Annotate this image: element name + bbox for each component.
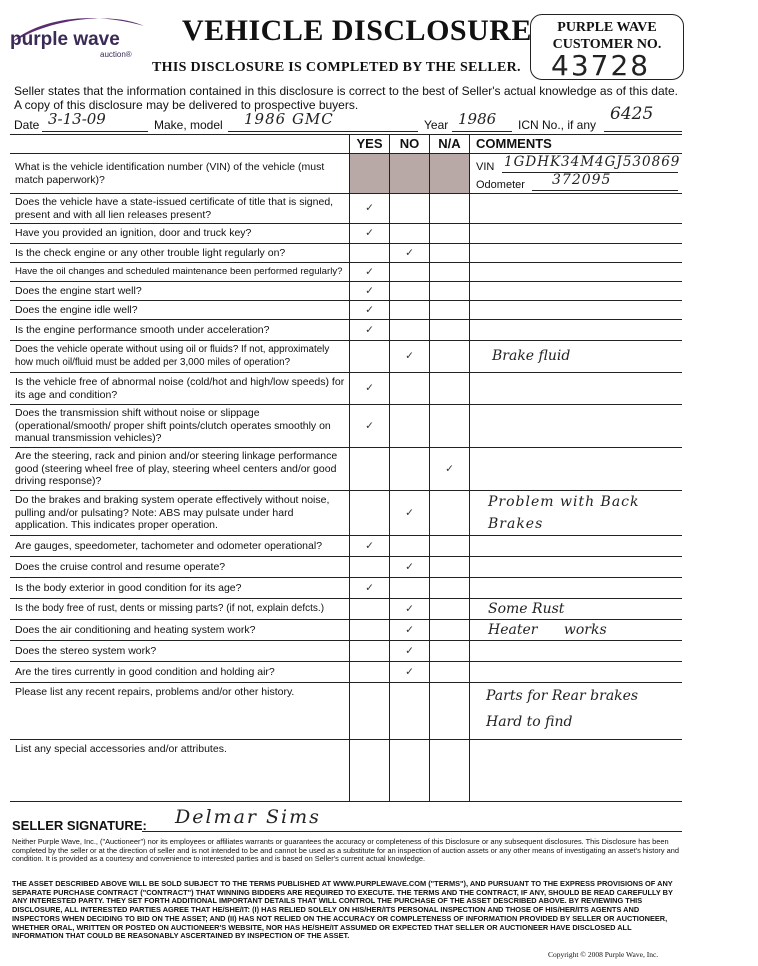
table-row (10, 244, 682, 263)
no-cell: ✓ (390, 341, 430, 373)
terms-text: THE ASSET DESCRIBED ABOVE WILL BE SOLD SUBJECT TO THE TERMS PUBLISHED AT WWW.PURPLEWAVE.COM ("TERMS"), AND PURSUANT TO THE EXPRESS PROVISIONS OF ANY SEPARATE PURCHASE CONTRACT ("CONTRACT") THAT WINNING BIDDERS ARE REQUIRED TO EXECUTE. THE TERMS AND THE CONTRACT, IF ANY, SHOULD BE READ CAREFULLY BY ANY INTERESTED PARTY. THEY SET FORTH ADDITIONAL IMPORTANT DETAILS THAT WILL CONTROL THE PURCHASE OF THE ASSET DESCRIBED ABOVE. BY REVIEWING THIS DISCLOSURE, ALL INTERESTED PARTIES AGREE THAT HE/SHE/IT: (I) HAS RELIED SOLELY ON HIS/HER/ITS PERSONAL INSPECTION AND THOSE OF HIS/HER/ITS AGENTS AND INSPECTORS WHEN DECIDING TO BID ON THE ASSET; AND (II) HAS NOT RELIED ON THE ACCURACY OR COMPLETENESS OF INFORMATION PROVIDED BY SELLER OR AUCTIONEER, WHETHER ORAL, WRITTEN OR POSTED ON AUCTIONEER'S WEBSITE, NOR HAS HE/SHE/IT ASSUMED OR EXPECTED THAT SELLER OR AUCTIONEER HAVE DISCLOSED ALL INFORMATION THAT COULD BE REASONABLY ASCERTAINED BY INSPECTION OF THE ASSET. (12, 879, 673, 941)
yes-cell: ✓ (350, 263, 390, 282)
na-cell (430, 301, 470, 320)
question-text: List any special accessories and/or attributes. (10, 740, 350, 802)
yes-cell (350, 341, 390, 373)
comment-cell (470, 373, 683, 405)
page-subtitle: THIS DISCLOSURE IS COMPLETED BY THE SELLER. (152, 60, 521, 75)
yes-cell (350, 662, 390, 683)
no-cell: ✓ (390, 491, 430, 536)
disclaimer-text: Neither Purple Wave, Inc., ("Auctioneer") nor its employees or affiliates warrants or guarantees the accuracy or completeness of this Disclosure or any subsequent disclosures. This Disclosure has been completed by the seller or at the direction of seller and is not intended to be and cannot be used as a substitute for an inspection of auction assets or any other means of investigating an asset's history and condition. It is provided as a courtesy and convenience to interested parties and is based on Seller's current actual knowledge. (12, 837, 679, 864)
no-cell (390, 683, 430, 740)
no-cell (390, 320, 430, 341)
comment-cell (470, 662, 683, 683)
yes-cell: ✓ (350, 320, 390, 341)
yes-cell: ✓ (350, 373, 390, 405)
vin-odometer-cell (470, 154, 683, 194)
no-cell: ✓ (390, 620, 430, 641)
yes-cell (350, 599, 390, 620)
yes-cell: ✓ (350, 405, 390, 448)
table-header-row (10, 135, 682, 154)
year-value: 1986 (458, 110, 497, 128)
comment-cell (470, 244, 683, 263)
table-row (10, 341, 682, 373)
copyright: Copyright © 2008 Purple Wave, Inc. (548, 950, 659, 959)
header-na: N/A (430, 135, 470, 154)
question-text: Does the transmission shift without noise or slippage (operational/smooth/ proper shift points/clutch operates smoothly on manual transmission vehicles)? (10, 405, 350, 448)
na-cell (430, 244, 470, 263)
comment-cell (470, 578, 683, 599)
customer-label-1: PURPLE WAVE (557, 20, 657, 35)
comment-cell: Problem with Back Brakes (470, 491, 683, 536)
comment-cell (470, 405, 683, 448)
header-no: NO (390, 135, 430, 154)
question-text: Does the engine start well? (10, 282, 350, 301)
question-text: Is the vehicle free of abnormal noise (cold/hot and high/low speeds) for its age and condition? (10, 373, 350, 405)
comment-cell (470, 557, 683, 578)
question-text: Is the body exterior in good condition for its age? (10, 578, 350, 599)
no-cell: ✓ (390, 557, 430, 578)
na-cell (430, 491, 470, 536)
comment-cell (470, 740, 683, 802)
intro-line-2: A copy of this disclosure may be delivered to prospective buyers. (14, 98, 359, 112)
table-row (10, 536, 682, 557)
logo-name: purple wave (10, 29, 120, 50)
question-text: Is the body free of rust, dents or missing parts? (if not, explain defcts.) (10, 599, 350, 620)
question-text: Please list any recent repairs, problems and/or other history. (10, 683, 350, 740)
na-cell (430, 224, 470, 244)
odometer-value: 372095 (552, 172, 612, 188)
table-row (10, 373, 682, 405)
comment-cell (470, 194, 683, 224)
na-cell: ✓ (430, 448, 470, 491)
yes-cell: ✓ (350, 578, 390, 599)
intro-line-1: Seller states that the information contained in this disclosure is correct to the best of Seller's actual knowledge as of this date. (14, 84, 678, 98)
comment-cell (470, 448, 683, 491)
table-row (10, 282, 682, 301)
na-cell (430, 194, 470, 224)
make-value: 1986 GMC (244, 110, 334, 128)
na-cell (430, 662, 470, 683)
table-row (10, 599, 682, 620)
table-row (10, 557, 682, 578)
yes-cell (350, 448, 390, 491)
question-text: Have you provided an ignition, door and truck key? (10, 224, 350, 244)
question-text: Are gauges, speedometer, tachometer and odometer operational? (10, 536, 350, 557)
yes-cell: ✓ (350, 224, 390, 244)
na-cell (430, 341, 470, 373)
no-cell (390, 224, 430, 244)
header-question (10, 135, 350, 154)
page-title: VEHICLE DISCLOSURE (182, 14, 532, 47)
vin-value: 1GDHK34M4GJ530869 (504, 154, 681, 170)
question-text: What is the vehicle identification number (VIN) of the vehicle (must match paperwork)? (10, 154, 350, 194)
yes-cell: ✓ (350, 194, 390, 224)
odometer-label: Odometer (476, 179, 525, 191)
question-text: Does the air conditioning and heating system work? (10, 620, 350, 641)
yes-cell (350, 683, 390, 740)
yes-cell (350, 620, 390, 641)
table-row (10, 301, 682, 320)
no-cell (390, 154, 430, 194)
disclosure-table (10, 135, 682, 802)
table-row (10, 641, 682, 662)
na-cell (430, 740, 470, 802)
no-cell: ✓ (390, 641, 430, 662)
question-text: Does the cruise control and resume operate? (10, 557, 350, 578)
date-label: Date (14, 118, 40, 132)
question-text: Does the engine idle well? (10, 301, 350, 320)
table-row (10, 662, 682, 683)
comment-cell (470, 301, 683, 320)
table-row (10, 154, 682, 194)
table-row (10, 224, 682, 244)
no-cell (390, 740, 430, 802)
question-text: Does the vehicle operate without using oil or fluids? If not, approximately how much oil/fluid must be added per 3,000 miles of operation? (10, 341, 350, 373)
table-row (10, 740, 682, 802)
table-row (10, 405, 682, 448)
yes-cell (350, 154, 390, 194)
na-cell (430, 373, 470, 405)
no-cell (390, 263, 430, 282)
table-row (10, 620, 682, 641)
yes-cell (350, 740, 390, 802)
year-label: Year (424, 118, 449, 132)
customer-label-2: CUSTOMER NO. (552, 37, 662, 52)
na-cell (430, 683, 470, 740)
no-cell: ✓ (390, 244, 430, 263)
customer-number: 43728 (551, 49, 651, 82)
make-label: Make, model (154, 118, 223, 132)
na-cell (430, 263, 470, 282)
no-cell (390, 536, 430, 557)
table-row (10, 320, 682, 341)
na-cell (430, 536, 470, 557)
na-cell (430, 320, 470, 341)
comment-cell (470, 282, 683, 301)
vin-label: VIN (476, 161, 495, 173)
seller-signature: Delmar Sims (175, 806, 321, 828)
no-cell (390, 301, 430, 320)
logo (8, 12, 148, 62)
no-cell (390, 373, 430, 405)
icn-value: 6425 (610, 104, 654, 124)
yes-cell (350, 244, 390, 263)
comment-cell: Brake fluid (470, 341, 683, 373)
no-cell (390, 578, 430, 599)
no-cell: ✓ (390, 599, 430, 620)
na-cell (430, 599, 470, 620)
comment-cell: Parts for Rear brakes Hard to find (470, 683, 683, 740)
question-text: Is the engine performance smooth under acceleration? (10, 320, 350, 341)
yes-cell (350, 557, 390, 578)
question-text: Do the brakes and braking system operate effectively without noise, pulling and/or pulsating? Note: ABS may pulsate under hard application. This indicates proper operation. (10, 491, 350, 536)
header-comments: COMMENTS (470, 135, 683, 154)
no-cell (390, 282, 430, 301)
yes-cell: ✓ (350, 536, 390, 557)
table-row (10, 448, 682, 491)
no-cell: ✓ (390, 662, 430, 683)
yes-cell: ✓ (350, 282, 390, 301)
table-row (10, 263, 682, 282)
customer-number-box (530, 14, 684, 80)
comment-cell (470, 320, 683, 341)
comment-cell (470, 224, 683, 244)
header-yes: YES (350, 135, 390, 154)
comment-cell: Some Rust (470, 599, 683, 620)
comment-cell: Heater works (470, 620, 683, 641)
na-cell (430, 154, 470, 194)
question-text: Are the tires currently in good condition and holding air? (10, 662, 350, 683)
yes-cell: ✓ (350, 301, 390, 320)
comment-cell (470, 641, 683, 662)
no-cell (390, 448, 430, 491)
table-row (10, 683, 682, 740)
na-cell (430, 282, 470, 301)
na-cell (430, 578, 470, 599)
date-value: 3-13-09 (48, 110, 106, 128)
question-text: Is the check engine or any other trouble light regularly on? (10, 244, 350, 263)
table-row (10, 578, 682, 599)
question-text: Have the oil changes and scheduled maintenance been performed regularly? (10, 263, 350, 282)
na-cell (430, 405, 470, 448)
icn-label: ICN No., if any (518, 118, 597, 132)
yes-cell (350, 491, 390, 536)
question-text: Are the steering, rack and pinion and/or steering linkage performance good (steering wheel free of play, steering wheel centers and/or good driving response)? (10, 448, 350, 491)
seller-signature-label: SELLER SIGNATURE: (12, 818, 147, 833)
na-cell (430, 557, 470, 578)
table-row (10, 491, 682, 536)
no-cell (390, 194, 430, 224)
comment-cell (470, 263, 683, 282)
logo-sub: auction® (100, 50, 132, 59)
table-row (10, 194, 682, 224)
question-text: Does the vehicle have a state-issued certificate of title that is signed, present and with all lien releases present? (10, 194, 350, 224)
no-cell (390, 405, 430, 448)
yes-cell (350, 641, 390, 662)
comment-cell (470, 536, 683, 557)
na-cell (430, 620, 470, 641)
question-text: Does the stereo system work? (10, 641, 350, 662)
na-cell (430, 641, 470, 662)
